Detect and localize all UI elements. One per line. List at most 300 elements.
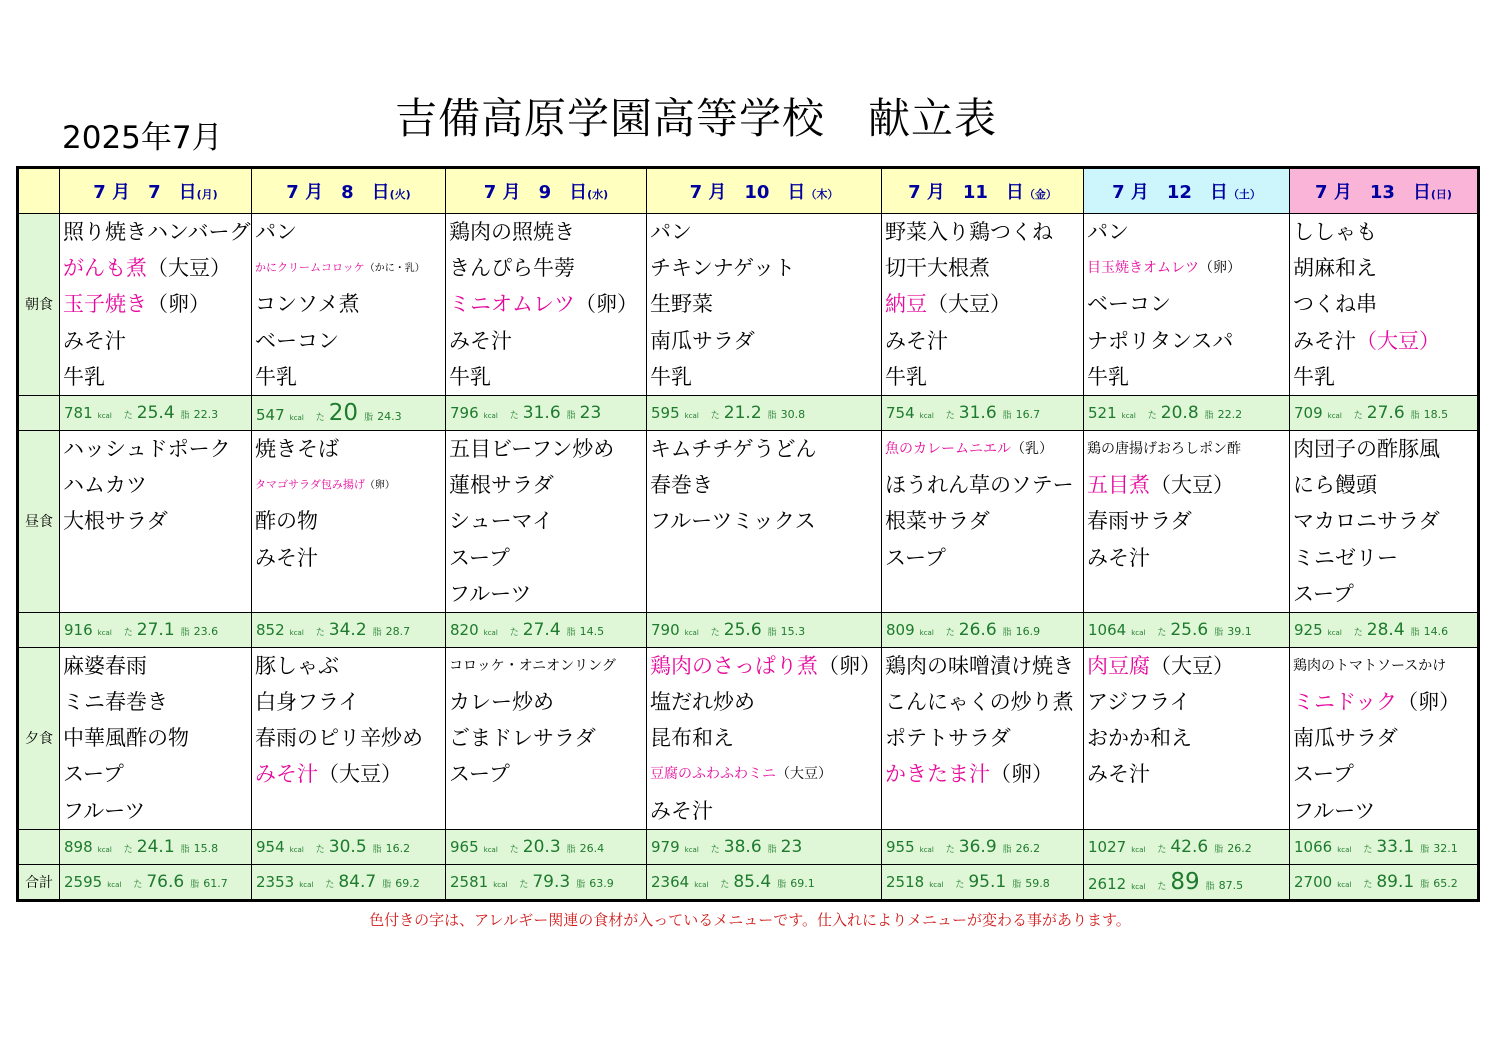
fat-value: 16.2 [385, 841, 411, 855]
protein-label: た [509, 844, 519, 855]
kcal-value: 1066 [1294, 837, 1333, 856]
dish-name: ハッシュドポーク [63, 436, 231, 461]
date-month: 7 [483, 182, 497, 203]
menu-item [647, 793, 881, 829]
fat-value: 69.2 [395, 876, 420, 890]
kcal-value: 965 [450, 837, 479, 856]
date-day-unit: 日 [551, 182, 588, 203]
menu-item [647, 323, 881, 359]
dish-name: ほうれん草のソテー [885, 473, 1074, 498]
protein-label: た [133, 879, 143, 890]
menu-item [647, 756, 881, 792]
date-month: 7 [1315, 182, 1328, 203]
menu-item [60, 793, 251, 829]
menu-item [446, 503, 646, 539]
menu-item [60, 431, 251, 467]
menu-item [1290, 431, 1477, 467]
protein-value: 21.2 [723, 402, 762, 423]
fat-value: 22.3 [193, 407, 219, 421]
nutrition-cell [60, 395, 252, 430]
date-month-unit: 月 [920, 182, 963, 203]
dish-name: シューマイ [449, 509, 554, 534]
nutrition-cell [60, 829, 252, 864]
menu-item [60, 323, 251, 359]
menu-item [1084, 684, 1289, 720]
fat-label: 脂 [180, 844, 190, 855]
fat-label: 脂 [767, 627, 777, 638]
kcal-value: 2353 [256, 872, 295, 891]
menu-item [1290, 756, 1477, 792]
kcal-value: 925 [1294, 620, 1323, 639]
dish-name: 豚しゃぶ [255, 653, 339, 678]
fat-label: 脂 [777, 879, 787, 890]
nutrition-cell [252, 612, 446, 647]
date-month: 7 [93, 182, 106, 203]
menu-item [647, 214, 881, 250]
totals-cell [252, 864, 446, 900]
dish-name: フルーツミックス [650, 509, 816, 534]
menu-cell [647, 430, 882, 612]
dish-name: みそ汁 [1087, 762, 1150, 787]
menu-item [252, 756, 445, 792]
fat-value: 39.1 [1227, 624, 1252, 638]
fat-label: 脂 [372, 627, 382, 638]
fat-value: 63.9 [589, 876, 614, 890]
dish-name: つくね串 [1293, 292, 1377, 317]
menu-item [1290, 720, 1477, 756]
menu-item [1084, 503, 1289, 539]
fat-value: 26.2 [1015, 841, 1041, 855]
kcal-unit: kcal [1337, 880, 1352, 889]
menu-item [252, 214, 445, 250]
allergen-dish: がんも煮 [63, 256, 147, 281]
corner-cell [18, 168, 60, 214]
totals-cell [446, 864, 647, 900]
dish-name: マカロニサラダ [1293, 509, 1440, 534]
menu-item [60, 214, 251, 250]
date-day: 11 [962, 182, 988, 203]
menu-cell [1290, 214, 1479, 396]
kcal-value: 2700 [1294, 872, 1333, 891]
menu-item [882, 684, 1083, 720]
nutrition-row [18, 829, 1479, 864]
menu-item [446, 323, 646, 359]
protein-value: 36.9 [958, 836, 997, 857]
allergen-note: （大豆） [147, 256, 231, 281]
nutrition-cell [882, 829, 1084, 864]
meal-row [18, 214, 1479, 396]
nutrition-label-cell [18, 612, 60, 647]
kcal-value: 1064 [1088, 620, 1127, 639]
dish-name: 根菜サラダ [885, 509, 990, 534]
totals-label: 合計 [18, 864, 60, 900]
dish-name: 南瓜サラダ [650, 328, 755, 353]
fat-value: 23 [780, 836, 803, 857]
date-day-unit: 日 [769, 182, 806, 203]
dish-name: ミニゼリー [1293, 545, 1398, 570]
kcal-value: 796 [450, 403, 479, 422]
date-month: 7 [1112, 182, 1125, 203]
fat-label: 脂 [566, 410, 576, 421]
kcal-value: 2581 [450, 872, 489, 891]
dish-name: 鶏肉の照焼き [449, 220, 575, 244]
kcal-unit: kcal [289, 845, 304, 854]
dish-name: 南瓜サラダ [1293, 726, 1398, 751]
protein-label: た [123, 410, 133, 421]
protein-value: 42.6 [1170, 836, 1209, 857]
fat-label: 脂 [1214, 627, 1224, 638]
meal-name: 夕食 [18, 647, 60, 829]
date-month-unit: 月 [496, 182, 539, 203]
menu-item [882, 323, 1083, 359]
menu-item [647, 286, 881, 322]
kcal-value: 521 [1088, 403, 1117, 422]
dish-name: アジフライ [1087, 690, 1191, 715]
menu-item [1084, 467, 1289, 503]
kcal-value: 954 [256, 837, 285, 856]
date-weekday: (日) [1430, 188, 1452, 201]
protein-label: た [945, 410, 955, 421]
page-title: 吉備高原学園高等学校 献立表 [395, 94, 998, 143]
kcal-unit: kcal [97, 411, 112, 420]
menu-cell [1290, 430, 1479, 612]
dish-name: 牛乳 [1087, 364, 1129, 389]
date-weekday: (月) [196, 188, 218, 201]
protein-value: 95.1 [968, 871, 1007, 892]
allergen-dish: 目玉焼きオムレツ [1087, 260, 1199, 277]
protein-value: 27.4 [522, 619, 561, 640]
protein-label: た [1363, 879, 1373, 890]
kcal-unit: kcal [1121, 411, 1136, 420]
kcal-unit: kcal [919, 628, 934, 637]
menu-item [647, 359, 881, 395]
menu-cell [1084, 647, 1290, 829]
menu-item [882, 467, 1083, 503]
dish-name: きんぴら牛蒡 [449, 256, 575, 281]
menu-item [882, 359, 1083, 395]
dish-name: 牛乳 [255, 364, 297, 389]
allergen-note: （卵） [364, 480, 395, 492]
kcal-unit: kcal [289, 628, 304, 637]
fat-label: 脂 [1420, 844, 1430, 855]
kcal-unit: kcal [1327, 628, 1342, 637]
nutrition-label-cell [18, 395, 60, 430]
menu-item [60, 250, 251, 286]
fat-value: 61.7 [203, 876, 228, 890]
dish-name: みそ汁 [650, 798, 713, 823]
menu-item [1084, 648, 1289, 684]
protein-label: た [945, 627, 955, 638]
allergen-dish: 豆腐のふわふわミニ [650, 766, 776, 783]
dish-name: こんにゃくの炒り煮 [885, 690, 1074, 715]
kcal-value: 820 [450, 620, 479, 639]
dish-name: カレー炒め [449, 690, 554, 715]
protein-value: 79.3 [532, 871, 571, 892]
protein-value: 20.3 [522, 836, 561, 857]
menu-item [446, 648, 646, 684]
fat-value: 22.2 [1217, 407, 1243, 421]
fat-label: 脂 [190, 879, 200, 890]
date-header [446, 168, 647, 214]
allergen-dish: かにクリームコロッケ [255, 261, 365, 275]
dish-name: みそ汁 [885, 328, 948, 353]
kcal-unit: kcal [684, 411, 699, 420]
protein-label: た [1147, 410, 1157, 421]
protein-value: 25.4 [136, 402, 175, 423]
protein-value: 31.6 [958, 402, 997, 423]
kcal-unit: kcal [1131, 882, 1146, 891]
dish-name: スープ [885, 545, 946, 570]
dish-name: コロッケ・オニオンリング [449, 657, 616, 674]
nutrition-cell [446, 395, 647, 430]
kcal-unit: kcal [919, 411, 934, 420]
date-day: 8 [341, 182, 354, 203]
nutrition-cell [647, 829, 882, 864]
meal-name: 朝食 [18, 214, 60, 396]
protein-label: た [710, 627, 720, 638]
nutrition-cell [1290, 829, 1479, 864]
kcal-value: 2595 [64, 872, 103, 891]
kcal-value: 790 [651, 620, 680, 639]
totals-row [18, 864, 1479, 900]
protein-label: た [123, 844, 133, 855]
date-day-unit: 日 [160, 182, 197, 203]
menu-item [882, 720, 1083, 756]
kcal-unit: kcal [493, 880, 508, 889]
fat-label: 脂 [382, 879, 392, 890]
menu-item [60, 359, 251, 395]
fat-label: 脂 [1205, 881, 1215, 892]
date-header [1290, 168, 1479, 214]
dish-name: 牛乳 [63, 364, 105, 389]
kcal-value: 852 [256, 620, 285, 639]
dish-name: 塩だれ炒め [650, 690, 755, 715]
dish-name: 肉団子の酢豚風 [1293, 436, 1440, 461]
protein-label: た [1363, 844, 1373, 855]
menu-item [1290, 684, 1477, 720]
fat-value: 23.6 [193, 624, 219, 638]
dish-name: 春雨のピリ辛炒め [255, 726, 423, 751]
menu-cell [60, 430, 252, 612]
fat-value: 87.5 [1218, 878, 1244, 892]
menu-item [1290, 503, 1477, 539]
menu-table [16, 166, 1480, 902]
dish-name: 中華風酢の物 [63, 726, 189, 751]
fat-label: 脂 [566, 844, 576, 855]
kcal-unit: kcal [289, 413, 304, 422]
totals-cell [1290, 864, 1479, 900]
dish-name: 麻婆春雨 [63, 653, 147, 678]
menu-cell [60, 647, 252, 829]
protein-value: 27.1 [136, 619, 175, 640]
menu-item [446, 540, 646, 576]
kcal-unit: kcal [684, 845, 699, 854]
fat-value: 30.8 [780, 407, 806, 421]
protein-value: 30.5 [328, 836, 367, 857]
meal-row [18, 430, 1479, 612]
kcal-value: 916 [64, 620, 93, 639]
menu-item [1084, 756, 1289, 792]
date-day: 9 [538, 182, 552, 203]
menu-cell [1084, 430, 1290, 612]
protein-value: 76.6 [146, 871, 185, 892]
menu-item [252, 684, 445, 720]
kcal-unit: kcal [97, 628, 112, 637]
date-day: 10 [744, 182, 770, 203]
menu-item [446, 720, 646, 756]
fat-label: 脂 [566, 627, 576, 638]
allergen-note: （かに・乳） [364, 263, 425, 275]
dish-name: 春雨サラダ [1087, 509, 1192, 534]
protein-value: 38.6 [723, 836, 762, 857]
nutrition-cell [647, 612, 882, 647]
menu-item [882, 214, 1083, 250]
menu-item [252, 720, 445, 756]
menu-item [1084, 359, 1289, 395]
fat-label: 脂 [180, 627, 190, 638]
date-month-unit: 月 [1327, 182, 1370, 203]
nutrition-cell [1084, 829, 1290, 864]
nutrition-row [18, 612, 1479, 647]
fat-value: 26.2 [1227, 841, 1252, 855]
menu-item [882, 648, 1083, 684]
date-header-row [18, 168, 1479, 214]
protein-label: た [315, 627, 325, 638]
kcal-unit: kcal [684, 628, 699, 637]
protein-label: た [519, 879, 529, 890]
menu-item [446, 286, 646, 322]
kcal-value: 2518 [886, 872, 925, 891]
nutrition-cell [882, 612, 1084, 647]
fat-value: 24.3 [377, 409, 402, 423]
allergen-footnote: 色付きの字は、アレルギー関連の食材が入っているメニューです。仕入れによりメニューが変わる事があります。 [369, 911, 1131, 929]
allergen-note: （卵） [147, 292, 210, 317]
date-weekday: （木） [805, 188, 839, 201]
allergen-dish: 納豆 [885, 292, 927, 317]
menu-item [446, 250, 646, 286]
kcal-value: 781 [64, 403, 93, 422]
fat-label: 脂 [1410, 410, 1420, 421]
menu-item [882, 756, 1083, 792]
dish-name: 牛乳 [885, 364, 927, 389]
fat-value: 16.9 [1015, 624, 1041, 638]
fat-label: 脂 [1204, 410, 1214, 421]
protein-value: 24.1 [136, 836, 175, 857]
menu-item [647, 250, 881, 286]
date-month-unit: 月 [105, 182, 149, 203]
protein-value: 89.1 [1376, 871, 1415, 892]
date-day-unit: 日 [1191, 182, 1228, 203]
totals-cell [60, 864, 252, 900]
dish-name: ベーコン [255, 328, 339, 353]
fat-label: 脂 [1410, 627, 1420, 638]
allergen-dish: 五目煮 [1087, 473, 1150, 498]
dish-name: パン [650, 220, 692, 244]
nutrition-cell [1290, 395, 1479, 430]
protein-label: た [945, 844, 955, 855]
dish-name: 照り焼きハンバーグ [63, 220, 251, 244]
allergen-dish: ミニオムレツ [449, 292, 575, 317]
dish-name: スープ [63, 762, 124, 787]
allergen-dish: 肉豆腐 [1087, 653, 1150, 678]
kcal-value: 809 [886, 620, 915, 639]
nutrition-cell [882, 395, 1084, 430]
menu-item [1290, 214, 1477, 250]
menu-item [60, 648, 251, 684]
date-month: 7 [286, 182, 299, 203]
allergen-dish: みそ汁 [255, 762, 318, 787]
fat-label: 脂 [372, 844, 382, 855]
dish-name: スープ [1293, 762, 1354, 787]
menu-item [60, 756, 251, 792]
fat-value: 18.5 [1423, 407, 1449, 421]
menu-item [1290, 359, 1477, 395]
protein-label: た [1353, 627, 1363, 638]
menu-item [882, 540, 1083, 576]
date-month: 7 [689, 182, 703, 203]
menu-item [1084, 540, 1289, 576]
menu-item [1084, 720, 1289, 756]
fat-value: 15.3 [780, 624, 806, 638]
menu-cell [647, 214, 882, 396]
dish-name: 牛乳 [650, 364, 692, 389]
dish-name: フルーツ [1293, 798, 1376, 823]
protein-value: 33.1 [1376, 836, 1415, 857]
protein-value: 34.2 [328, 619, 367, 640]
menu-item [1290, 540, 1477, 576]
allergen-note: （大豆） [776, 766, 832, 783]
fat-label: 脂 [1002, 410, 1012, 421]
dish-name: 野菜入り鶏つくね [885, 220, 1053, 244]
allergen-note: （卵） [818, 653, 881, 678]
dish-name: フルーツ [449, 581, 532, 606]
protein-label: た [315, 844, 325, 855]
nutrition-cell [446, 612, 647, 647]
menu-item [647, 684, 881, 720]
dish-name: コンソメ煮 [255, 292, 360, 317]
menu-cell [446, 214, 647, 396]
allergen-note: （大豆） [1150, 653, 1234, 678]
menu-item [1084, 323, 1289, 359]
protein-value: 28.4 [1366, 619, 1405, 640]
date-header [252, 168, 446, 214]
menu-item [60, 720, 251, 756]
menu-item [882, 431, 1083, 467]
menu-cell [882, 430, 1084, 612]
menu-item [1084, 286, 1289, 322]
dish-name: パン [255, 220, 297, 244]
dish-name: 生野菜 [650, 292, 713, 317]
menu-item [252, 467, 445, 503]
dish-name: スープ [1293, 581, 1354, 606]
menu-item [1290, 576, 1477, 612]
protein-label: た [325, 879, 335, 890]
dish-name: ごまドレサラダ [449, 726, 596, 751]
dish-name: ミニ春巻き [63, 690, 168, 715]
dish-name: 切干大根煮 [885, 256, 990, 281]
nutrition-label-cell [18, 829, 60, 864]
date-weekday: (水) [587, 188, 609, 201]
menu-cell [60, 214, 252, 396]
dish-name: 春巻き [650, 473, 713, 498]
kcal-value: 2364 [651, 872, 690, 891]
kcal-unit: kcal [1337, 845, 1352, 854]
fat-label: 脂 [1420, 879, 1430, 890]
fat-value: 16.7 [1015, 407, 1041, 421]
fat-label: 脂 [364, 412, 374, 423]
allergen-note: （大豆） [1150, 473, 1234, 498]
menu-item [446, 214, 646, 250]
